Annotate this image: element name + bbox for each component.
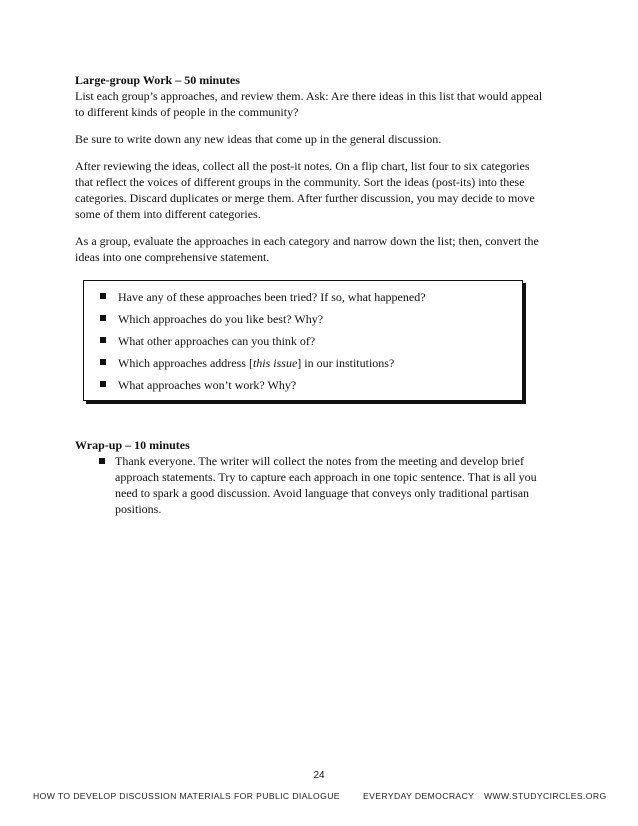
wrap-up-section: [75, 437, 545, 517]
square-bullet-icon: [100, 381, 106, 387]
list-item: [84, 308, 522, 330]
large-group-paragraph-1: List each group’s approaches, and review them. Ask: Are there ideas in this list that would appeal to different kinds of people in the community?: [75, 89, 543, 119]
square-bullet-icon: [100, 359, 106, 365]
wrap-up-text: Thank everyone. The writer will collect the notes from the meeting and develop brief approach statements. Try to capture each approach in one topic sentence. That is all you need to spark a good discussion. Avoid language that conveys only traditional partisan positions.: [115, 454, 537, 516]
wrap-up-heading: Wrap-up – 10 minutes: [75, 438, 190, 452]
question-text: Have any of these approaches been tried? If so, what happened?: [118, 290, 426, 304]
question-text: What approaches won’t work? Why?: [118, 378, 297, 392]
question-italic: this issue: [252, 356, 298, 370]
question-suffix: ] in our institutions?: [297, 356, 395, 370]
square-bullet-icon: [100, 293, 106, 299]
large-group-paragraph-3: After reviewing the ideas, collect all the post-it notes. On a flip chart, list four to six categories that reflect the voices of different groups in the community. Sort the ideas (post-its) into these categories. Discard duplicates or merge them. After further discussion, you may decide to move some of them into different categories.: [75, 159, 535, 221]
large-group-paragraph-4: As a group, evaluate the approaches in each category and narrow down the list; then, convert the ideas into one comprehensive statement.: [75, 234, 539, 264]
footer-url: WWW.STUDYCIRCLES.ORG: [484, 791, 607, 801]
questions-box: [83, 280, 523, 401]
list-item: [84, 352, 522, 374]
list-item: [84, 374, 522, 396]
footer-organization: EVERYDAY DEMOCRACY: [363, 791, 475, 801]
list-item: [75, 453, 545, 517]
list-item: [84, 330, 522, 352]
question-text: Which approaches address [: [118, 356, 253, 370]
large-group-heading: Large-group Work – 50 minutes: [75, 73, 240, 87]
footer: [0, 791, 638, 805]
page-number: 24: [313, 770, 325, 781]
square-bullet-icon: [99, 458, 105, 464]
list-item: [84, 286, 522, 308]
question-text: What other approaches can you think of?: [118, 334, 316, 348]
square-bullet-icon: [100, 337, 106, 343]
question-text: Which approaches do you like best? Why?: [118, 312, 324, 326]
large-group-paragraph-2: Be sure to write down any new ideas that come up in the general discussion.: [75, 132, 442, 146]
footer-title: HOW TO DEVELOP DISCUSSION MATERIALS FOR PUBLIC DIALOGUE: [33, 791, 340, 801]
page-content: [75, 72, 545, 517]
square-bullet-icon: [100, 315, 106, 321]
